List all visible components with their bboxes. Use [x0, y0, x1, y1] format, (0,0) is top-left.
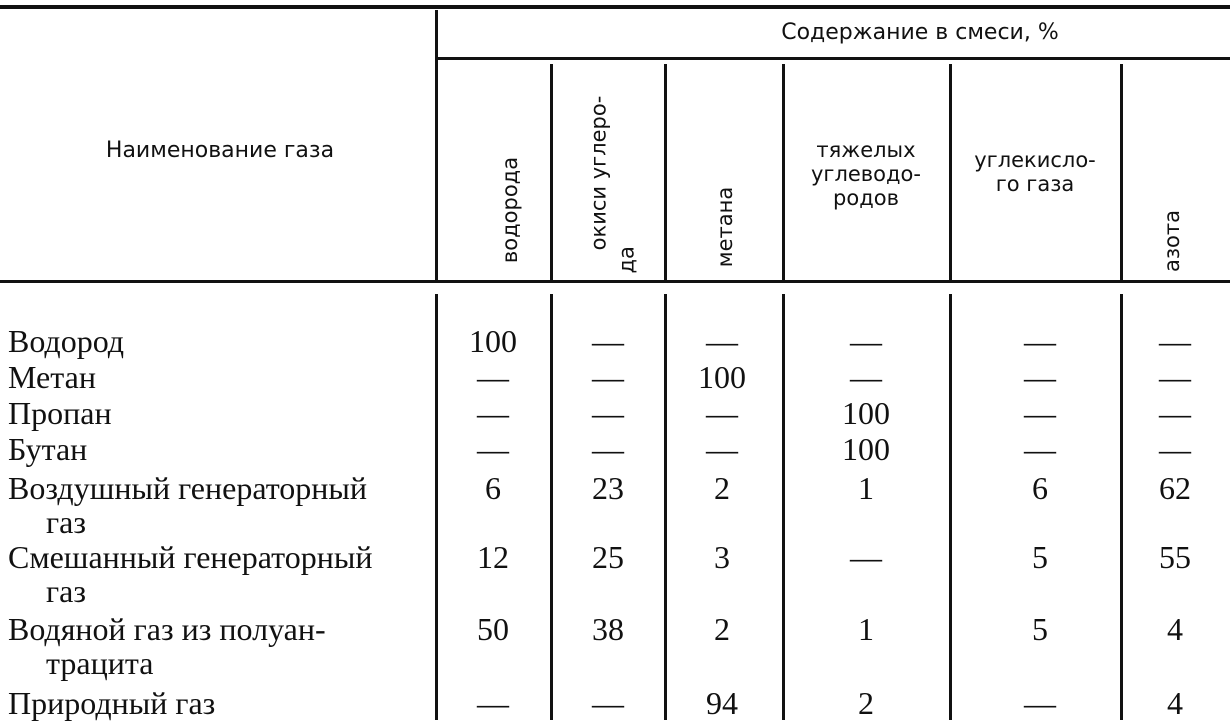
table-cell: 12 [477, 539, 509, 575]
table-cell: 4 [1167, 611, 1183, 647]
table-cell: — [850, 539, 882, 575]
table-cell: 100 [698, 359, 746, 395]
table-cell: 50 [477, 611, 509, 647]
table-cell: — [706, 395, 738, 431]
table-cell: — [592, 323, 624, 359]
table-cell: — [592, 431, 624, 467]
column-divider-3-header [782, 64, 785, 280]
table-row-propane-name: Пропан [8, 395, 112, 431]
carbon-monoxide-header-line1: окиси углеро- [586, 95, 611, 251]
table-cell: — [477, 431, 509, 467]
column-divider-1-header [550, 64, 553, 280]
table-cell: 3 [714, 539, 730, 575]
table-cell: 2 [714, 470, 730, 506]
carbon-monoxide-header-line2: да [614, 246, 639, 274]
composition-group-header: Содержание в смеси, % [781, 20, 1059, 45]
table-cell: — [706, 431, 738, 467]
row-name-line2: газ [46, 573, 86, 609]
table-cell: — [592, 395, 624, 431]
table-cell: 6 [1032, 470, 1048, 506]
table-row-air-generator-gas-name [8, 471, 367, 539]
column-divider-2-header [664, 64, 667, 280]
table-cell: 1 [858, 611, 874, 647]
table-cell: — [1159, 431, 1191, 467]
row-name-line1: Воздушный генераторный [8, 470, 367, 506]
table-cell: — [850, 359, 882, 395]
group-header-rule [438, 57, 1230, 60]
hydrogen-column-header: водорода [498, 156, 522, 264]
column-divider-4-header [949, 64, 952, 280]
top-rule [0, 5, 1230, 9]
column-divider-5-header [1120, 64, 1123, 280]
table-cell: — [592, 359, 624, 395]
table-cell: — [1159, 359, 1191, 395]
table-row-butane-name: Бутан [8, 431, 88, 467]
column-divider-4-body [949, 294, 952, 720]
row-name-line2: трацита [46, 645, 154, 681]
table-cell: 55 [1159, 539, 1191, 575]
carbon-monoxide-column-header [585, 61, 641, 286]
table-cell: 5 [1032, 539, 1048, 575]
table-cell: — [1024, 359, 1056, 395]
table-cell: 4 [1167, 685, 1183, 721]
table-cell: 94 [706, 685, 738, 721]
table-cell: — [477, 685, 509, 721]
table-cell: 2 [714, 611, 730, 647]
heavy-hydrocarbons-header-line2: углеводо- [811, 162, 921, 186]
table-cell: — [1024, 323, 1056, 359]
carbon-dioxide-header-line2: го газа [995, 172, 1075, 196]
table-cell: — [1159, 395, 1191, 431]
column-divider-3-body [782, 294, 785, 720]
carbon-dioxide-header-line1: углекисло- [974, 148, 1096, 172]
table-cell: 100 [469, 323, 517, 359]
table-cell: — [706, 323, 738, 359]
table-cell: 38 [592, 611, 624, 647]
table-cell: — [592, 685, 624, 721]
heavy-hydrocarbons-header-line1: тяжелых [816, 138, 916, 162]
table-cell: 100 [842, 395, 890, 431]
table-cell: — [477, 359, 509, 395]
table-cell: 100 [842, 431, 890, 467]
carbon-dioxide-column-header [955, 148, 1115, 196]
table-cell: — [477, 395, 509, 431]
table-row-methane-name: Метан [8, 359, 96, 395]
row-name-line2: газ [46, 504, 86, 540]
row-name-line1: Водяной газ из полуан- [8, 611, 326, 647]
table-cell: 62 [1159, 470, 1191, 506]
table-cell: — [1024, 685, 1056, 721]
heavy-hydrocarbons-header-line3: родов [833, 186, 899, 210]
name-column-divider-header [435, 10, 438, 280]
table-cell: 5 [1032, 611, 1048, 647]
methane-column-header: метана [713, 186, 737, 268]
table-cell: — [850, 323, 882, 359]
row-name-line1: Смешанный генераторный [8, 539, 373, 575]
nitrogen-column-header: азота [1160, 210, 1184, 272]
table-cell: 23 [592, 470, 624, 506]
table-cell: 25 [592, 539, 624, 575]
table-row-hydrogen-name: Водород [8, 323, 125, 359]
table-row-mixed-generator-gas-name [8, 540, 372, 608]
gas-name-column-header: Наименование газа [105, 138, 335, 163]
table-cell: — [1024, 395, 1056, 431]
table-cell: 2 [858, 685, 874, 721]
table-cell: — [1024, 431, 1056, 467]
table-cell: 1 [858, 470, 874, 506]
table-row-water-gas-name [8, 612, 326, 680]
table-cell: — [1159, 323, 1191, 359]
table-row-natural-gas-name: Природный газ [8, 685, 216, 721]
heavy-hydrocarbons-column-header [786, 138, 946, 210]
table-cell: 6 [485, 470, 501, 506]
